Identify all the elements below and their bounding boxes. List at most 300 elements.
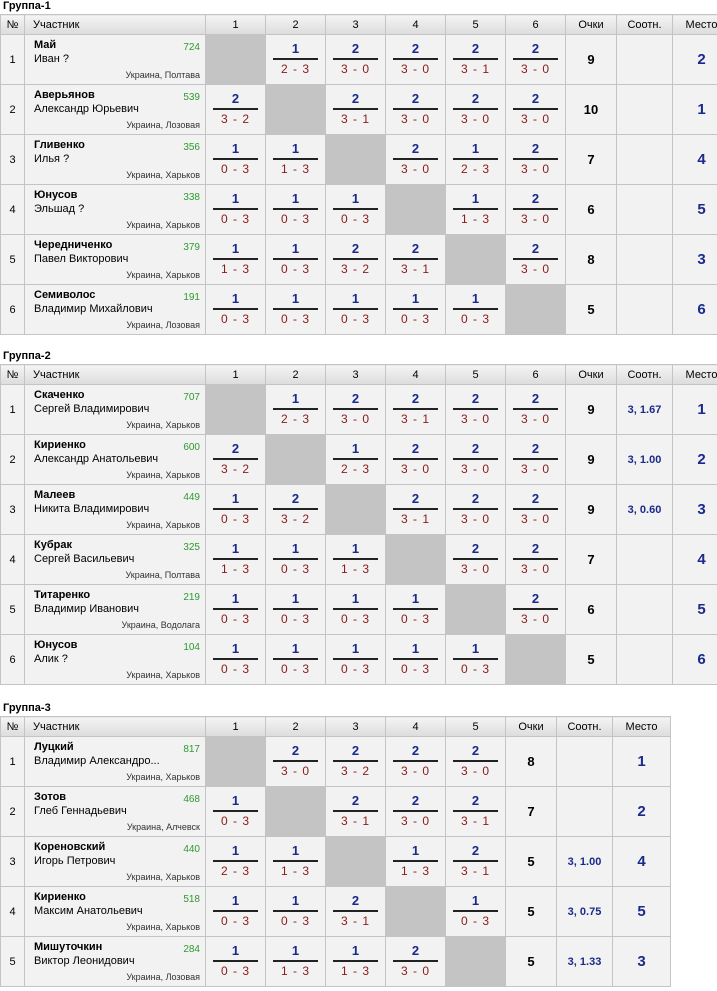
match-result-cell[interactable] — [266, 485, 326, 535]
header-participant[interactable]: Участник — [25, 15, 206, 35]
match-result-cell[interactable] — [206, 235, 266, 285]
result-divider — [453, 558, 498, 560]
match-points: 2 — [411, 141, 420, 156]
player-last-name[interactable]: Скаченко — [34, 389, 85, 401]
player-rating: 338 — [183, 192, 200, 203]
player-last-name[interactable]: Юнусов — [34, 639, 78, 651]
match-score: 3 - 1 — [460, 62, 490, 76]
result-divider — [213, 658, 258, 660]
match-points: 1 — [411, 843, 420, 858]
player-last-name[interactable]: Кириенко — [34, 891, 86, 903]
place-value: 6 — [673, 285, 717, 335]
self-match-cell — [266, 435, 326, 485]
row-number: 6 — [1, 285, 25, 335]
match-result-cell[interactable] — [506, 85, 566, 135]
match-points: 1 — [291, 191, 300, 206]
player-city: Украина, Харьков — [126, 520, 200, 530]
match-result-cell[interactable] — [266, 635, 326, 685]
result-divider — [393, 860, 438, 862]
player-last-name[interactable]: Семиволос — [34, 289, 96, 301]
match-result-cell[interactable] — [386, 35, 446, 85]
match-result-cell[interactable] — [446, 635, 506, 685]
group-section — [0, 350, 717, 685]
row-number: 4 — [1, 185, 25, 235]
result-divider — [453, 158, 498, 160]
participant-cell — [25, 887, 206, 937]
player-last-name[interactable]: Кореновский — [34, 841, 106, 853]
match-result-cell[interactable] — [446, 737, 506, 787]
match-score: 3 - 0 — [520, 162, 550, 176]
result-divider — [273, 208, 318, 210]
participant-cell — [25, 635, 206, 685]
match-points: 2 — [231, 91, 240, 106]
match-score: 0 - 3 — [280, 262, 310, 276]
match-points: 2 — [471, 41, 480, 56]
match-result-cell[interactable] — [386, 737, 446, 787]
result-divider — [213, 608, 258, 610]
match-points: 2 — [411, 943, 420, 958]
player-first-name: Иван ? — [34, 53, 69, 65]
match-points: 2 — [411, 241, 420, 256]
match-score: 3 - 0 — [520, 412, 550, 426]
match-result-cell[interactable] — [386, 235, 446, 285]
match-result-cell[interactable] — [446, 485, 506, 535]
match-score: 1 - 3 — [340, 964, 370, 978]
ratio-value: 3, 1.33 — [557, 937, 613, 987]
match-result-cell[interactable] — [326, 385, 386, 435]
total-points: 10 — [566, 85, 617, 135]
match-result-cell[interactable] — [206, 635, 266, 685]
match-result-cell[interactable] — [266, 35, 326, 85]
place-value: 2 — [613, 787, 671, 837]
header-opponent-col[interactable]: 5 — [446, 365, 506, 385]
header-participant[interactable]: Участник — [25, 365, 206, 385]
match-result-cell[interactable] — [446, 535, 506, 585]
ratio-value — [617, 135, 673, 185]
match-points: 2 — [411, 743, 420, 758]
match-result-cell[interactable] — [266, 585, 326, 635]
header-opponent-col[interactable]: 3 — [326, 717, 386, 737]
match-result-cell[interactable] — [326, 585, 386, 635]
result-divider — [513, 208, 558, 210]
row-number: 6 — [1, 635, 25, 685]
standings-table — [0, 716, 671, 987]
match-result-cell[interactable] — [206, 535, 266, 585]
match-score: 0 - 3 — [280, 662, 310, 676]
match-score: 0 - 3 — [220, 914, 250, 928]
match-result-cell[interactable] — [206, 787, 266, 837]
match-points: 2 — [351, 743, 360, 758]
match-result-cell[interactable] — [326, 787, 386, 837]
header-opponent-col[interactable]: 3 — [326, 365, 386, 385]
player-last-name[interactable]: Кириенко — [34, 439, 86, 451]
player-city: Украина, Харьков — [126, 420, 200, 430]
match-points: 2 — [471, 793, 480, 808]
match-result-cell[interactable] — [446, 35, 506, 85]
match-points: 1 — [471, 191, 480, 206]
row-number: 2 — [1, 435, 25, 485]
result-divider — [513, 508, 558, 510]
match-result-cell[interactable] — [266, 285, 326, 335]
header-ratio[interactable]: Соотн. — [557, 717, 613, 737]
total-points: 6 — [566, 185, 617, 235]
result-divider — [213, 108, 258, 110]
player-last-name[interactable]: Мишуточкин — [34, 941, 103, 953]
match-points: 1 — [231, 793, 240, 808]
match-result-cell[interactable] — [206, 837, 266, 887]
total-points: 5 — [506, 837, 557, 887]
match-score: 0 - 3 — [220, 512, 250, 526]
total-points: 9 — [566, 485, 617, 535]
ratio-value — [557, 787, 613, 837]
result-divider — [273, 860, 318, 862]
match-result-cell[interactable] — [266, 837, 326, 887]
match-points: 1 — [231, 943, 240, 958]
group-title: Группа-3 — [3, 702, 51, 714]
total-points: 6 — [566, 585, 617, 635]
result-divider — [273, 408, 318, 410]
match-result-cell[interactable] — [266, 887, 326, 937]
match-points: 1 — [231, 141, 240, 156]
match-result-cell[interactable] — [446, 85, 506, 135]
match-score: 3 - 2 — [340, 764, 370, 778]
match-result-cell[interactable] — [506, 485, 566, 535]
header-opponent-col[interactable]: 1 — [206, 365, 266, 385]
match-score: 1 - 3 — [280, 162, 310, 176]
player-first-name: Никита Владимирович — [34, 503, 150, 515]
player-last-name[interactable]: Юнусов — [34, 189, 78, 201]
self-match-cell — [446, 937, 506, 987]
header-opponent-col[interactable]: 4 — [386, 365, 446, 385]
match-points: 2 — [291, 491, 300, 506]
player-rating: 724 — [183, 42, 200, 53]
player-last-name[interactable]: Луцкий — [34, 741, 74, 753]
match-score: 3 - 0 — [460, 412, 490, 426]
match-result-cell[interactable] — [326, 887, 386, 937]
header-points[interactable]: Очки — [506, 717, 557, 737]
match-result-cell[interactable] — [506, 435, 566, 485]
match-result-cell[interactable] — [446, 837, 506, 887]
player-last-name[interactable]: Титаренко — [34, 589, 91, 601]
header-opponent-col[interactable]: 2 — [266, 15, 326, 35]
match-result-cell[interactable] — [206, 135, 266, 185]
result-divider — [393, 308, 438, 310]
match-score: 3 - 0 — [460, 562, 490, 576]
player-last-name[interactable]: Чередниченко — [34, 239, 113, 251]
row-number: 4 — [1, 887, 25, 937]
match-result-cell[interactable] — [266, 937, 326, 987]
total-points: 8 — [506, 737, 557, 787]
header-opponent-col[interactable]: 6 — [506, 15, 566, 35]
match-points: 2 — [531, 91, 540, 106]
match-result-cell[interactable] — [266, 737, 326, 787]
match-result-cell[interactable] — [206, 585, 266, 635]
table-row — [1, 385, 717, 435]
match-result-cell[interactable] — [266, 385, 326, 435]
match-score: 3 - 0 — [520, 62, 550, 76]
match-score: 3 - 0 — [400, 814, 430, 828]
match-result-cell[interactable] — [326, 35, 386, 85]
match-result-cell[interactable] — [206, 887, 266, 937]
match-points: 1 — [291, 141, 300, 156]
match-score: 3 - 0 — [460, 462, 490, 476]
table-row — [1, 535, 717, 585]
player-last-name[interactable]: Май — [34, 39, 57, 51]
result-divider — [273, 910, 318, 912]
match-result-cell[interactable] — [326, 185, 386, 235]
match-score: 3 - 0 — [400, 62, 430, 76]
match-points: 1 — [351, 541, 360, 556]
player-first-name: Павел Викторович — [34, 253, 129, 265]
match-result-cell[interactable] — [206, 185, 266, 235]
header-opponent-col[interactable]: 5 — [446, 717, 506, 737]
header-opponent-col[interactable]: 1 — [206, 717, 266, 737]
match-result-cell[interactable] — [446, 285, 506, 335]
match-score: 0 - 3 — [220, 964, 250, 978]
match-result-cell[interactable] — [206, 937, 266, 987]
header-opponent-col[interactable]: 3 — [326, 15, 386, 35]
match-score: 0 - 3 — [340, 662, 370, 676]
match-result-cell[interactable] — [206, 285, 266, 335]
place-value: 3 — [673, 485, 717, 535]
player-city: Украина, Полтава — [125, 570, 200, 580]
player-last-name[interactable]: Аверьянов — [34, 89, 95, 101]
header-no[interactable]: № — [1, 15, 25, 35]
match-points: 2 — [471, 391, 480, 406]
participant-cell — [25, 535, 206, 585]
match-score: 0 - 3 — [460, 312, 490, 326]
match-points: 1 — [231, 241, 240, 256]
player-first-name: Владимир Александро... — [34, 755, 160, 767]
header-opponent-col[interactable]: 1 — [206, 15, 266, 35]
match-result-cell[interactable] — [206, 85, 266, 135]
player-last-name[interactable]: Кубрак — [34, 539, 72, 551]
match-score: 0 - 3 — [220, 312, 250, 326]
match-score: 1 - 3 — [460, 212, 490, 226]
header-opponent-col[interactable]: 5 — [446, 15, 506, 35]
player-first-name: Владимир Иванович — [34, 603, 139, 615]
match-result-cell[interactable] — [506, 185, 566, 235]
match-points: 2 — [351, 893, 360, 908]
self-match-cell — [206, 737, 266, 787]
table-row — [1, 435, 717, 485]
match-result-cell[interactable] — [386, 85, 446, 135]
match-result-cell[interactable] — [266, 235, 326, 285]
result-divider — [333, 810, 378, 812]
match-points: 2 — [471, 541, 480, 556]
ratio-value — [617, 85, 673, 135]
header-opponent-col[interactable]: 2 — [266, 365, 326, 385]
match-score: 3 - 0 — [460, 512, 490, 526]
match-result-cell[interactable] — [386, 837, 446, 887]
result-divider — [393, 458, 438, 460]
place-value: 3 — [613, 937, 671, 987]
header-opponent-col[interactable]: 4 — [386, 717, 446, 737]
match-result-cell[interactable] — [446, 135, 506, 185]
match-score: 0 - 3 — [340, 312, 370, 326]
match-points: 2 — [531, 441, 540, 456]
table-row — [1, 235, 717, 285]
header-participant[interactable]: Участник — [25, 717, 206, 737]
match-result-cell[interactable] — [506, 535, 566, 585]
match-points: 1 — [231, 591, 240, 606]
participant-cell — [25, 135, 206, 185]
match-result-cell[interactable] — [386, 787, 446, 837]
result-divider — [273, 960, 318, 962]
header-ratio[interactable]: Соотн. — [617, 15, 673, 35]
match-score: 3 - 2 — [340, 262, 370, 276]
header-opponent-col[interactable]: 4 — [386, 15, 446, 35]
header-no[interactable]: № — [1, 717, 25, 737]
header-opponent-col[interactable]: 6 — [506, 365, 566, 385]
match-points: 1 — [231, 541, 240, 556]
result-divider — [213, 158, 258, 160]
match-points: 1 — [291, 843, 300, 858]
total-points: 8 — [566, 235, 617, 285]
match-points: 2 — [531, 391, 540, 406]
player-rating: 539 — [183, 92, 200, 103]
match-result-cell[interactable] — [506, 235, 566, 285]
match-result-cell[interactable] — [326, 937, 386, 987]
match-result-cell[interactable] — [446, 385, 506, 435]
self-match-cell — [446, 585, 506, 635]
self-match-cell — [386, 535, 446, 585]
match-score: 0 - 3 — [340, 212, 370, 226]
group-title: Группа-1 — [3, 0, 51, 12]
header-points[interactable]: Очки — [566, 365, 617, 385]
match-points: 1 — [231, 291, 240, 306]
result-divider — [333, 58, 378, 60]
match-result-cell[interactable] — [446, 435, 506, 485]
match-score: 1 - 3 — [220, 262, 250, 276]
result-divider — [393, 58, 438, 60]
match-result-cell[interactable] — [506, 585, 566, 635]
result-divider — [453, 208, 498, 210]
group-section — [0, 702, 671, 987]
header-place[interactable]: Место — [673, 365, 717, 385]
header-ratio[interactable]: Соотн. — [617, 365, 673, 385]
match-result-cell[interactable] — [326, 85, 386, 135]
standings-table — [0, 364, 717, 685]
result-divider — [513, 608, 558, 610]
match-result-cell[interactable] — [386, 135, 446, 185]
player-city: Украина, Алчевск — [126, 822, 200, 832]
match-score: 0 - 3 — [400, 312, 430, 326]
player-last-name[interactable]: Малеев — [34, 489, 76, 501]
match-result-cell[interactable] — [446, 185, 506, 235]
match-result-cell[interactable] — [326, 737, 386, 787]
result-divider — [333, 910, 378, 912]
table-row — [1, 85, 717, 135]
match-result-cell[interactable] — [506, 385, 566, 435]
result-divider — [453, 658, 498, 660]
match-result-cell[interactable] — [206, 435, 266, 485]
player-rating: 284 — [183, 944, 200, 955]
result-divider — [453, 760, 498, 762]
match-result-cell[interactable] — [386, 635, 446, 685]
match-result-cell[interactable] — [326, 285, 386, 335]
match-result-cell[interactable] — [266, 535, 326, 585]
match-points: 1 — [291, 391, 300, 406]
ratio-value — [617, 35, 673, 85]
match-score: 3 - 0 — [520, 512, 550, 526]
player-last-name[interactable]: Зотов — [34, 791, 67, 803]
match-points: 1 — [231, 893, 240, 908]
table-row — [1, 35, 717, 85]
result-divider — [453, 508, 498, 510]
row-number: 5 — [1, 235, 25, 285]
table-row — [1, 787, 671, 837]
result-divider — [213, 558, 258, 560]
match-result-cell[interactable] — [386, 485, 446, 535]
player-rating: 104 — [183, 642, 200, 653]
result-divider — [453, 860, 498, 862]
match-result-cell[interactable] — [326, 635, 386, 685]
match-points: 1 — [471, 641, 480, 656]
match-score: 3 - 0 — [520, 112, 550, 126]
match-result-cell[interactable] — [386, 285, 446, 335]
header-place[interactable]: Место — [613, 717, 671, 737]
match-score: 3 - 0 — [520, 462, 550, 476]
match-score: 3 - 2 — [220, 112, 250, 126]
result-divider — [333, 960, 378, 962]
result-divider — [453, 308, 498, 310]
match-result-cell[interactable] — [506, 35, 566, 85]
match-result-cell[interactable] — [386, 385, 446, 435]
match-result-cell[interactable] — [266, 185, 326, 235]
result-divider — [273, 558, 318, 560]
row-number: 3 — [1, 135, 25, 185]
result-divider — [393, 258, 438, 260]
match-result-cell[interactable] — [446, 887, 506, 937]
header-opponent-col[interactable]: 2 — [266, 717, 326, 737]
match-points: 1 — [291, 641, 300, 656]
match-result-cell[interactable] — [386, 585, 446, 635]
header-no[interactable]: № — [1, 365, 25, 385]
match-points: 1 — [411, 641, 420, 656]
player-city: Украина, Харьков — [126, 772, 200, 782]
match-result-cell[interactable] — [206, 485, 266, 535]
player-first-name: Сергей Васильевич — [34, 553, 135, 565]
result-divider — [273, 658, 318, 660]
table-row — [1, 937, 671, 987]
match-points: 2 — [351, 391, 360, 406]
header-place[interactable]: Место — [673, 15, 717, 35]
match-result-cell[interactable] — [326, 535, 386, 585]
match-score: 0 - 3 — [400, 612, 430, 626]
match-result-cell[interactable] — [326, 235, 386, 285]
match-result-cell[interactable] — [326, 435, 386, 485]
header-points[interactable]: Очки — [566, 15, 617, 35]
self-match-cell — [206, 385, 266, 435]
row-number: 2 — [1, 787, 25, 837]
player-last-name[interactable]: Гливенко — [34, 139, 85, 151]
match-points: 2 — [531, 191, 540, 206]
match-score: 3 - 1 — [340, 112, 370, 126]
row-number: 1 — [1, 737, 25, 787]
match-result-cell[interactable] — [446, 787, 506, 837]
match-result-cell[interactable] — [386, 435, 446, 485]
match-result-cell[interactable] — [506, 135, 566, 185]
result-divider — [513, 558, 558, 560]
result-divider — [273, 308, 318, 310]
match-points: 2 — [471, 843, 480, 858]
match-result-cell[interactable] — [266, 135, 326, 185]
match-score: 3 - 0 — [400, 112, 430, 126]
player-city: Украина, Харьков — [126, 872, 200, 882]
player-first-name: Александр Юрьевич — [34, 103, 139, 115]
match-result-cell[interactable] — [386, 937, 446, 987]
